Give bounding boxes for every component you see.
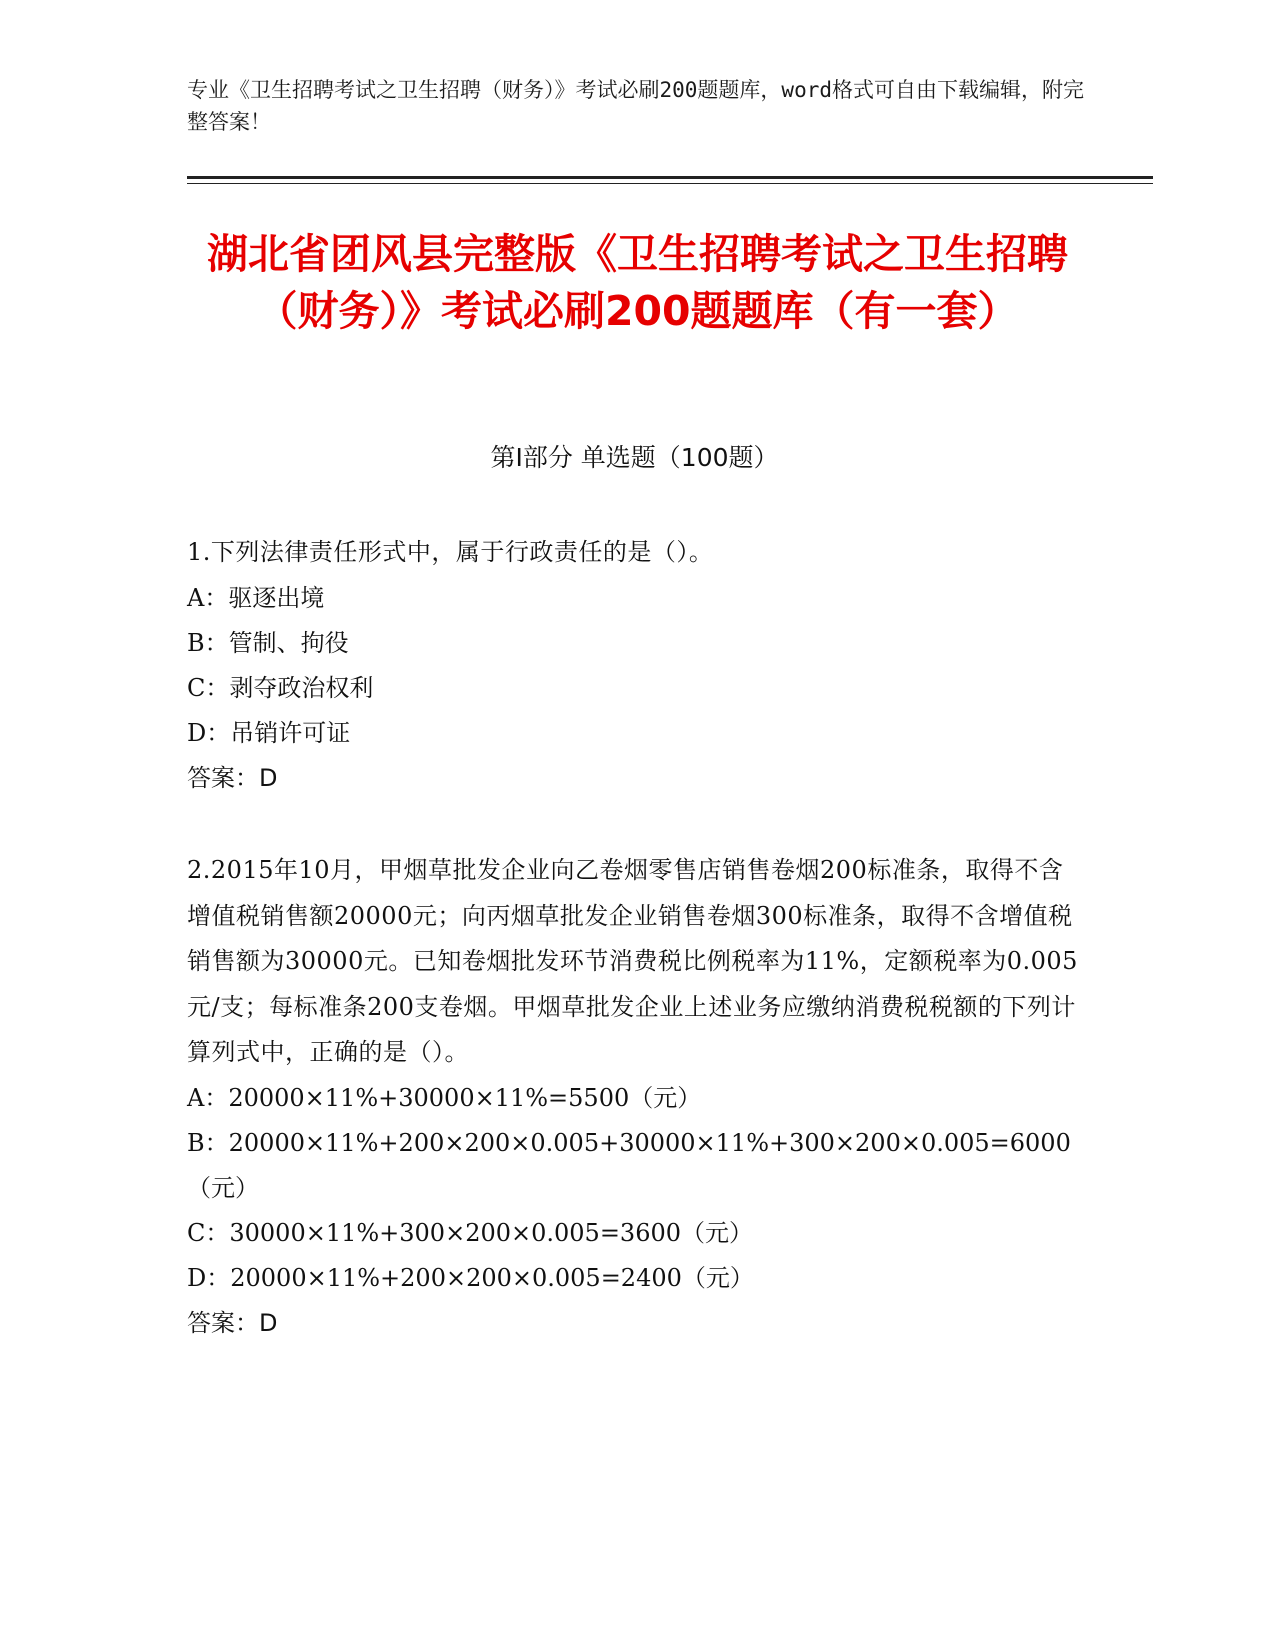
document-title: 湖北省团风县完整版《卫生招聘考试之卫生招聘（财务）》考试必刷200题题库（有一套） [207, 230, 1068, 335]
header-rule-thin [187, 183, 1153, 184]
option-c: C：30000×11%+300×200×0.005=3600（元） [187, 1218, 754, 1247]
question-2 [187, 848, 1087, 1346]
option-c: C：剥夺政治权利 [187, 673, 374, 702]
question-stem: 1.下列法律责任形式中，属于行政责任的是（）。 [187, 538, 714, 566]
option-a: A：驱逐出境 [187, 583, 325, 612]
option-d: D：20000×11%+200×200×0.005=2400（元） [187, 1263, 754, 1292]
answer: 答案：D [187, 763, 278, 792]
answer: 答案：D [187, 1308, 278, 1337]
question-1 [187, 530, 1087, 801]
header-note: 专业《卫生招聘考试之卫生招聘（财务）》考试必刷200题题库，word格式可自由下载编辑，附完整答案！ [187, 78, 1084, 134]
option-b: B：管制、拘役 [187, 628, 349, 657]
option-d: D：吊销许可证 [187, 718, 351, 747]
question-stem: 2.2015年10月，甲烟草批发企业向乙卷烟零售店销售卷烟200标准条，取得不含增值税销售额20000元；向丙烟草批发企业销售卷烟300标准条，取得不含增值税销售额为30000元。已知卷烟批发环节消费税比例税率为11%，定额税率为0.005元/支；每标准条200支卷烟。甲烟草批发企业上述业务应缴纳消费税税额的下列计算列式中，正确的是（）。 [187, 856, 1078, 1066]
option-a: A：20000×11%+30000×11%=5500（元） [187, 1083, 702, 1112]
option-b: B：20000×11%+200×200×0.005+30000×11%+300×200×0.005=6000（元） [187, 1128, 1071, 1202]
header-rule-thick [187, 176, 1153, 179]
section-heading: 第I部分 单选题（100题） [490, 443, 779, 472]
